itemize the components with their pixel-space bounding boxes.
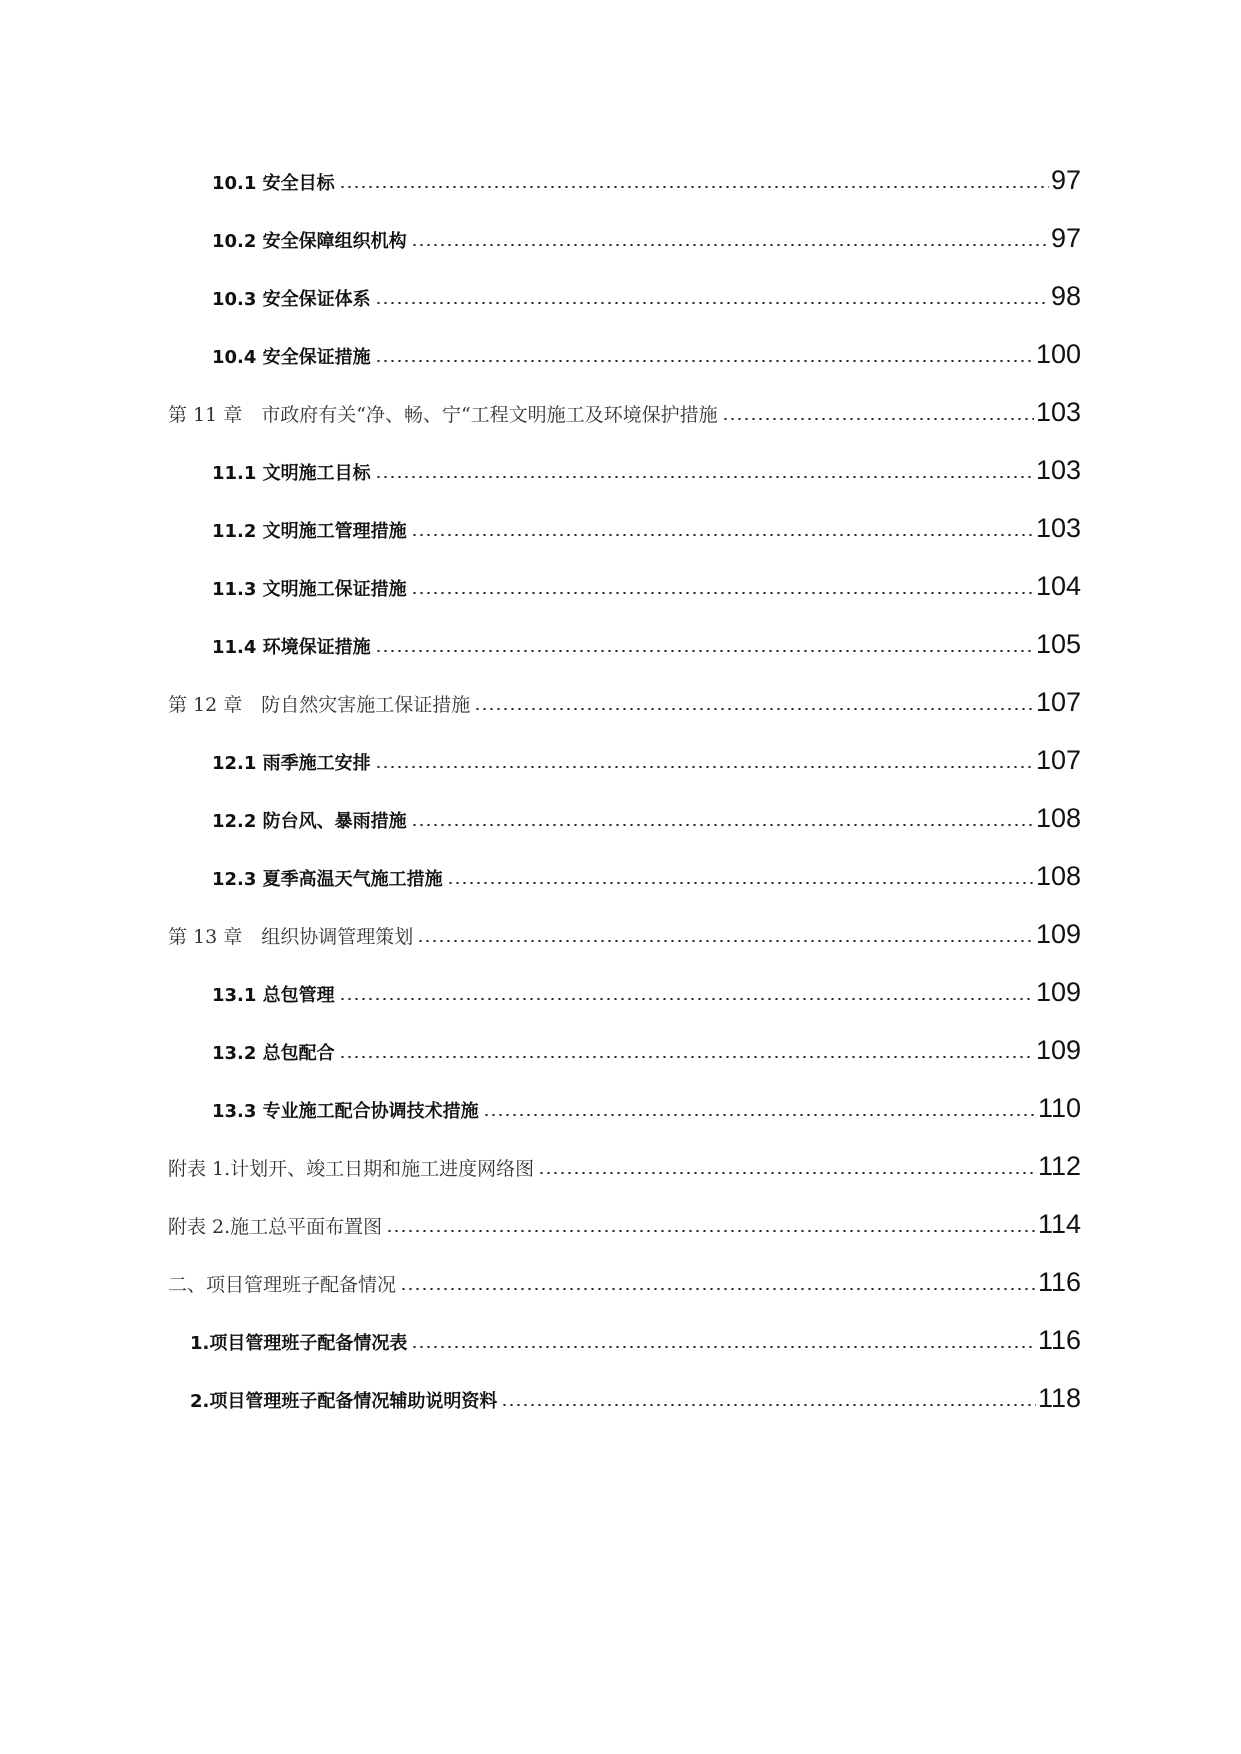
toc-entry-label: 12.1 雨季施工安排 — [212, 753, 371, 774]
toc-page-number: 104 — [1035, 571, 1081, 601]
toc-entry-12-2[interactable] — [212, 793, 1081, 833]
dot-leader — [411, 1346, 1036, 1348]
dot-leader — [375, 476, 1034, 478]
toc-entry-11-3[interactable] — [212, 561, 1081, 601]
toc-page-number: 118 — [1037, 1383, 1081, 1413]
toc-entry-label: 11.2 文明施工管理措施 — [212, 521, 407, 542]
dot-leader — [447, 882, 1034, 884]
toc-page-number: 107 — [1035, 745, 1081, 775]
toc-entry-label: 11.3 文明施工保证措施 — [212, 579, 407, 600]
dot-leader — [339, 1056, 1034, 1058]
dot-leader — [375, 360, 1034, 362]
toc-entry-label: 12.2 防台风、暴雨措施 — [212, 811, 407, 832]
toc-entry-label: 13.2 总包配合 — [212, 1043, 335, 1064]
toc-page-number: 97 — [1050, 165, 1081, 195]
toc-entry-label: 11.1 文明施工目标 — [212, 463, 371, 484]
toc-section-2[interactable] — [168, 1257, 1081, 1297]
toc-page-number: 109 — [1035, 1035, 1081, 1065]
dot-leader — [722, 418, 1034, 420]
toc-page-number: 108 — [1035, 861, 1081, 891]
toc-entry-2-2[interactable] — [190, 1373, 1081, 1413]
toc-entry-13-2[interactable] — [212, 1025, 1081, 1065]
toc-entry-12-3[interactable] — [212, 851, 1081, 891]
toc-page-number: 103 — [1035, 397, 1081, 427]
toc-entry-11-4[interactable] — [212, 619, 1081, 659]
toc-page-number: 112 — [1037, 1151, 1081, 1181]
toc-chapter-13[interactable] — [168, 909, 1081, 949]
toc-entry-label: 10.2 安全保障组织机构 — [212, 231, 407, 252]
dot-leader — [411, 244, 1049, 246]
toc-entry-10-3[interactable] — [212, 271, 1081, 311]
toc-page-number: 103 — [1035, 513, 1081, 543]
toc-entry-13-3[interactable] — [212, 1083, 1081, 1123]
toc-entry-10-2[interactable] — [212, 213, 1081, 253]
dot-leader — [483, 1114, 1036, 1116]
toc-page-number: 103 — [1035, 455, 1081, 485]
toc-entry-label: 10.3 安全保证体系 — [212, 289, 371, 310]
dot-leader — [411, 824, 1034, 826]
toc-entry-12-1[interactable] — [212, 735, 1081, 775]
toc-entry-label: 二、项目管理班子配备情况 — [168, 1274, 397, 1296]
dot-leader — [411, 534, 1034, 536]
toc-page-number: 100 — [1035, 339, 1081, 369]
toc-entry-label: 10.4 安全保证措施 — [212, 347, 371, 368]
dot-leader — [339, 998, 1034, 1000]
toc-appendix-1[interactable] — [168, 1141, 1081, 1181]
toc-entry-label: 12.3 夏季高温天气施工措施 — [212, 869, 443, 890]
toc-page-number: 109 — [1035, 919, 1081, 949]
dot-leader — [386, 1230, 1036, 1232]
toc-appendix-2[interactable] — [168, 1199, 1081, 1239]
toc-page-number: 116 — [1037, 1267, 1081, 1297]
toc-entry-label: 附表 2.施工总平面布置图 — [168, 1216, 383, 1238]
dot-leader — [339, 186, 1049, 188]
toc-entry-10-4[interactable] — [212, 329, 1081, 369]
toc-entry-label: 附表 1.计划开、竣工日期和施工进度网络图 — [168, 1158, 535, 1180]
dot-leader — [538, 1172, 1036, 1174]
dot-leader — [400, 1288, 1036, 1290]
dot-leader — [375, 650, 1034, 652]
dot-leader — [375, 766, 1034, 768]
dot-leader — [411, 592, 1034, 594]
toc-entry-label: 第 13 章 组织协调管理策划 — [168, 926, 414, 948]
dot-leader — [474, 708, 1034, 710]
dot-leader — [375, 302, 1049, 304]
dot-leader — [417, 940, 1034, 942]
toc-page-number: 105 — [1035, 629, 1081, 659]
toc-chapter-11[interactable] — [168, 387, 1081, 427]
toc-entry-10-1[interactable] — [212, 155, 1081, 195]
toc-entry-13-1[interactable] — [212, 967, 1081, 1007]
toc-chapter-12[interactable] — [168, 677, 1081, 717]
toc-page-number: 110 — [1037, 1093, 1081, 1123]
toc-entry-label: 10.1 安全目标 — [212, 173, 335, 194]
toc-page-number: 109 — [1035, 977, 1081, 1007]
toc-page-number: 98 — [1050, 281, 1081, 311]
toc-page-number: 114 — [1037, 1209, 1081, 1239]
toc-page-number: 108 — [1035, 803, 1081, 833]
toc-entry-2-1[interactable] — [190, 1315, 1081, 1355]
toc-entry-label: 第 12 章 防自然灾害施工保证措施 — [168, 694, 471, 716]
toc-entry-label: 13.3 专业施工配合协调技术措施 — [212, 1101, 479, 1122]
toc-entry-label: 第 11 章 市政府有关“净、畅、宁“工程文明施工及环境保护措施 — [168, 404, 718, 426]
toc-entry-label: 11.4 环境保证措施 — [212, 637, 371, 658]
toc-entry-label: 1.项目管理班子配备情况表 — [190, 1333, 408, 1354]
toc-page-number: 107 — [1035, 687, 1081, 717]
toc-entry-11-2[interactable] — [212, 503, 1081, 543]
toc-entry-label: 13.1 总包管理 — [212, 985, 335, 1006]
toc-page-number: 97 — [1050, 223, 1081, 253]
toc-entry-11-1[interactable] — [212, 445, 1081, 485]
toc-page-number: 116 — [1037, 1325, 1081, 1355]
dot-leader — [501, 1404, 1036, 1406]
toc-entry-label: 2.项目管理班子配备情况辅助说明资料 — [190, 1391, 498, 1412]
